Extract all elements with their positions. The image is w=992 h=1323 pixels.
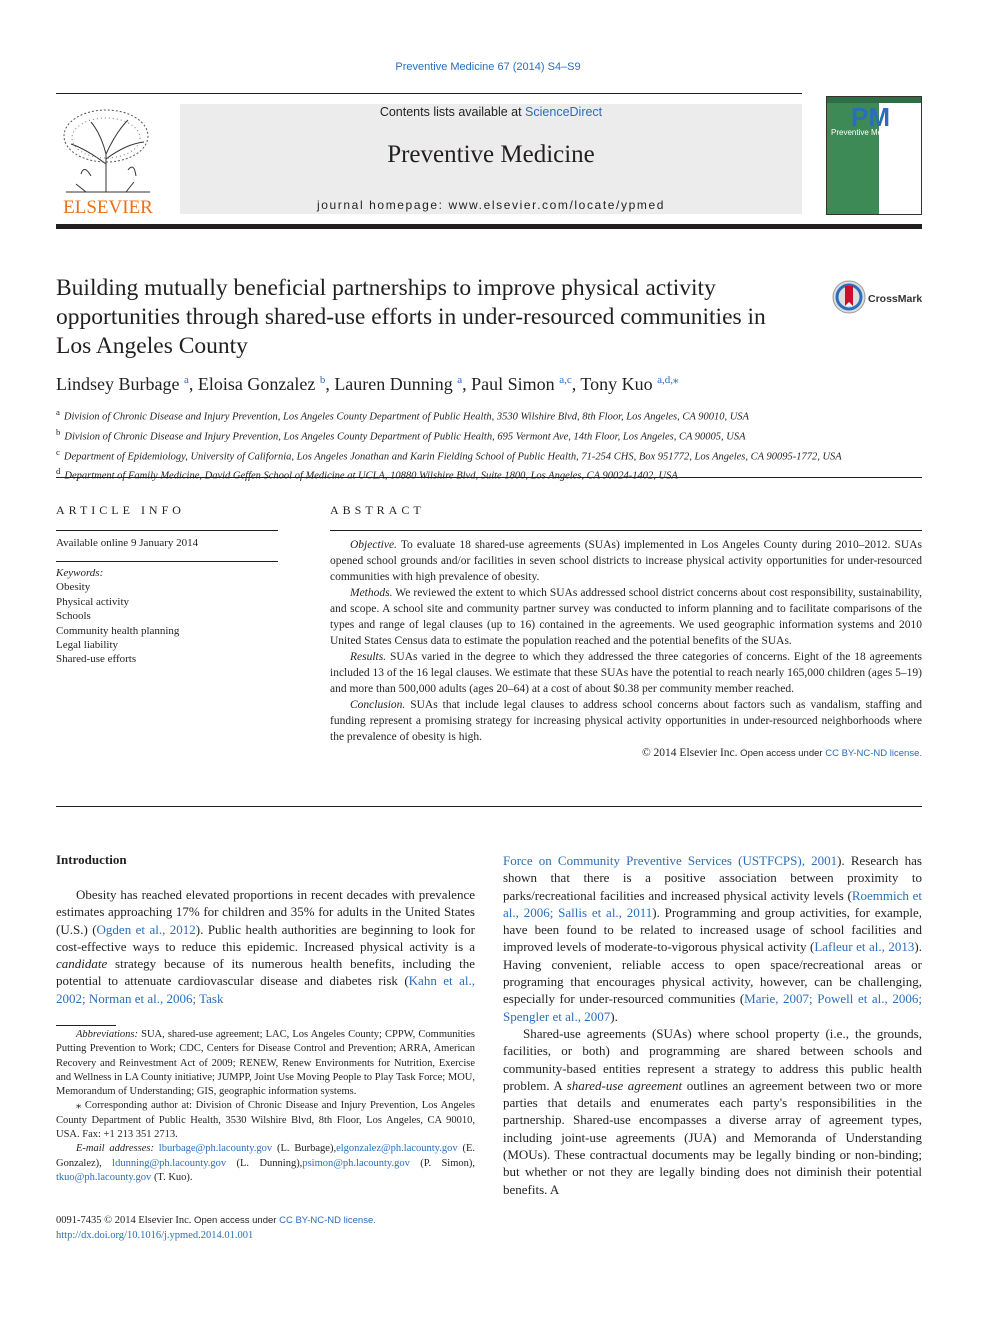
citation-link[interactable]: Kahn et al., 2002; Norman et al., 2006; Task xyxy=(56,973,475,1006)
email-owner: (L. Dunning), xyxy=(226,1157,303,1169)
abstract-paragraphs xyxy=(330,537,922,745)
citation-link[interactable]: Ogden et al., 2012 xyxy=(96,921,196,937)
affiliation-text: Division of Chronic Disease and Injury Prevention, Los Angeles County Department of Public Health, 695 Vermont Ave, 14th Floor, Los Angeles, CA 90005, USA xyxy=(64,431,746,443)
abbreviations-label: Abbreviations: xyxy=(76,1029,139,1040)
abstract-heading: ABSTRACT xyxy=(330,503,425,517)
email-link[interactable]: tkuo@ph.lacounty.gov xyxy=(56,1171,152,1183)
abstract-paragraph xyxy=(330,649,922,697)
issn-line xyxy=(56,1214,476,1229)
affiliation-key: c xyxy=(56,446,60,457)
email-owner: (L. Burbage), xyxy=(272,1143,337,1155)
intro-paragraph-1-cont xyxy=(503,852,922,1025)
journal-reference[interactable]: Preventive Medicine 67 (2014) S4–S9 xyxy=(395,61,581,73)
affiliation-key: a xyxy=(56,407,60,417)
citation-link[interactable]: Roemmich et al., 2006; Sallis et al., 2011 xyxy=(503,887,922,920)
header-thick-rule xyxy=(56,224,922,229)
keyword-item: Obesity xyxy=(56,581,91,594)
abstract-paragraph xyxy=(330,585,922,649)
article-info-heading: ARTICLE INFO xyxy=(56,503,185,517)
text-run: ). Public health authorities are beginning to look for cost-effective ways to reduce this epidemic. Increased physical activity is a xyxy=(56,921,476,954)
body-column-left xyxy=(56,886,475,1007)
author-affiliation-marker[interactable]: b xyxy=(319,374,326,386)
text-run: ). Having convenient, reliable access to open space/recreational areas or programing that encourages physical activity, however, can be challenging, especially for under-resourced communities ( xyxy=(503,939,922,1007)
author-name[interactable]: Lauren Dunning xyxy=(334,374,453,394)
text-run: ). xyxy=(610,1008,618,1024)
contents-prefix: Contents lists available at xyxy=(379,105,526,119)
affiliation-key: b xyxy=(56,426,61,437)
email-footnote xyxy=(56,1142,475,1185)
journal-homepage[interactable]: journal homepage: www.elsevier.com/locate/ypmed xyxy=(316,198,665,212)
citation-link[interactable]: Force on Community Preventive Services (USTFCPS), 2001 xyxy=(503,853,838,868)
keyword-item: Schools xyxy=(56,610,91,623)
author-name[interactable]: Paul Simon xyxy=(471,374,555,394)
header-divider xyxy=(56,93,802,94)
keyword-item: Physical activity xyxy=(56,595,130,608)
citation-link[interactable]: Marie, 2007; Powell et al., 2006; Spengler et al., 2007 xyxy=(503,991,922,1024)
text-run: strategy because of its numerous health benefits, including the potential to attenuate cardiovascular disease and diabetes risk ( xyxy=(56,956,475,989)
author-name[interactable]: Lindsey Burbage xyxy=(56,374,180,394)
footer-open-access: Open access under xyxy=(191,1215,280,1226)
keywords-label: Keywords: xyxy=(56,567,104,579)
emphasis-text: shared-use agreement xyxy=(566,1077,683,1093)
keyword-item: Legal liability xyxy=(56,639,119,652)
abstract-section-label: Methods. xyxy=(350,587,393,599)
email-owner: (E. Gonzalez), xyxy=(56,1143,475,1169)
abstract-section-text: SUAs that include legal clauses to address school concerns about factors such as vandalism, staffing and funding represent a promising strategy for increasing physical activity opportunities in under-resourced neighborhoods where the prevalence of obesity is high. xyxy=(330,699,922,743)
author-name[interactable]: Eloisa Gonzalez xyxy=(197,374,316,394)
sciencedirect-link[interactable]: ScienceDirect xyxy=(525,105,603,119)
abbreviations-footnote xyxy=(56,1028,475,1099)
footer-license-link[interactable]: CC BY-NC-ND license. xyxy=(279,1215,376,1226)
cover-title: Preventive Medicine xyxy=(831,128,904,137)
text-run: ). Research has shown that there is a positive association between proximity to parks/recreational facilities and increased physical activity levels ( xyxy=(503,853,922,903)
crossmark-badge[interactable] xyxy=(832,280,922,316)
license-link[interactable]: CC BY-NC-ND license. xyxy=(825,748,922,759)
text-run: outlines an agreement between two or more parties that details and enumerates each party's responsibilities in the partnership. Shared-use encompasses a diverse array of agreement types, including joint-use agreements (JUA) and Memoranda of Understanding (MOUs). These contractual documents may be legally binding or non-binding; but whether or not they are legally binding does not diminish their potential benefits. A xyxy=(503,1077,923,1197)
affiliation-list xyxy=(56,405,922,484)
abstract-body xyxy=(330,537,922,762)
article-info-rule-mid xyxy=(56,561,278,562)
abstract-rule-top xyxy=(330,530,922,531)
email-link[interactable]: elgonzalez@ph.lacounty.gov xyxy=(336,1143,458,1155)
page-footer xyxy=(56,1214,476,1243)
affiliation-item xyxy=(56,445,922,465)
email-link[interactable]: ldunning@ph.lacounty.gov xyxy=(112,1157,227,1169)
citation-link[interactable]: Lafleur et al., 2013 xyxy=(814,939,915,955)
elsevier-logo xyxy=(56,104,160,216)
affiliation-item xyxy=(56,464,922,484)
author-affiliation-marker[interactable]: a,d,⁎ xyxy=(657,374,679,386)
text-run: Shared-use agreements (SUAs) where school property (i.e., the grounds, facilities, or both) and programming are shared between schools and community-based entities represent a strategy to address this public health problem. A xyxy=(503,1025,922,1093)
corresponding-author-footnote: ⁎ Corresponding author at: Division of Chronic Disease and Injury Prevention, Los Angeles County Department of Public Health, 3530 Wilshire Blvd, 8th Floor, Los Angeles, CA 90010, USA. Fax: +1 213 351 2713. xyxy=(56,1100,475,1141)
crossmark-label: CrossMark xyxy=(868,293,922,305)
footnote-rule xyxy=(56,1025,116,1026)
article-info-rule-top xyxy=(56,530,278,531)
author-separator: , xyxy=(188,374,198,394)
text-run: ). Programming and group activities, for example, have been found to be related to increased usage of school facilities and improved levels of moderate-to-vigorous physical activity ( xyxy=(503,904,922,955)
keywords-block xyxy=(56,566,179,667)
email-label: E-mail addresses: xyxy=(76,1143,154,1155)
author-affiliation-marker[interactable]: a,c xyxy=(559,374,572,386)
journal-cover-image xyxy=(826,96,922,215)
email-link[interactable]: psimon@ph.lacounty.gov xyxy=(302,1157,410,1169)
keyword-item: Shared-use efforts xyxy=(56,653,137,666)
text-run: Obesity has reached elevated proportions in recent decades with prevalence estimates approaching 17% for children and 35% for adults in the United States (U.S.) ( xyxy=(56,887,475,937)
author-separator: , xyxy=(462,374,472,394)
abstract-section-text: SUAs varied in the degree to which they addressed the three categories of concerns. Eight of the 18 agreements included 13 of the 16 legal clauses. We estimate that these SUAs have the potential to reach nearly 165,000 children (ages 5–19) and more than 500,000 adults (ages 20–64) at a cost of about $0.38 per community member reached. xyxy=(330,651,922,695)
cover-initials: PM xyxy=(851,102,890,132)
body-column-right xyxy=(503,852,922,1198)
contents-line xyxy=(180,105,802,119)
issn-text: 0091-7435 © 2014 Elsevier Inc. xyxy=(56,1215,192,1226)
intro-paragraph-2 xyxy=(503,1025,922,1198)
introduction-heading: Introduction xyxy=(56,852,127,867)
abstract-paragraph xyxy=(330,697,922,745)
footnotes xyxy=(56,1028,475,1185)
abbreviations-text: SUA, shared-use agreement; LAC, Los Angeles County; CPPW, Communities Putting Prevention to Work; CDC, Centers for Disease Control and Prevention; ARRA, American Recovery and Reinvestment Act of 2009; RENEW, Renew Environments for Nutrition, Exercise and Wellness in LA County initiative; JUMPP, Joint Use Moving People to Play Task Force; MOU, Memorandum of Understanding; GIS, geographic information systems. xyxy=(56,1029,475,1098)
email-link[interactable]: lburbage@ph.lacounty.gov xyxy=(158,1143,273,1155)
keywords-list xyxy=(56,580,179,666)
abstract-section-text: We reviewed the extent to which SUAs addressed school district concerns about cost responsibility, sustainability, and scope. A school site and community partner survey was conducted to inform planning and to facilitate comparisons of the types and range of legal clauses (up to 16) contained in the agreements. We used geographic information systems and 2010 United States Census data to estimate the population reached and the potential benefits of the SUAs. xyxy=(330,587,922,647)
author-separator: , xyxy=(571,374,581,394)
author-name[interactable]: Tony Kuo xyxy=(580,374,653,394)
affiliation-item xyxy=(56,405,922,425)
author-list xyxy=(56,373,922,395)
affiliation-divider xyxy=(56,477,922,478)
abstract-section-text: To evaluate 18 shared-use agreements (SUAs) implemented in Los Angeles County during 2010–2012. SUAs opened school grounds and/or facilities in seven school districts to increase physical activity opportunities for under-resourced communities with high prevalence of obesity. xyxy=(330,539,922,583)
intro-paragraph-1 xyxy=(56,886,475,1007)
journal-title: Preventive Medicine xyxy=(387,141,595,168)
emphasis-text: candidate xyxy=(56,956,108,972)
doi-link[interactable]: http://dx.doi.org/10.1016/j.ypmed.2014.01.001 xyxy=(56,1229,254,1241)
abstract-section-label: Conclusion. xyxy=(350,699,406,711)
abstract-section-label: Objective. xyxy=(350,539,397,551)
author-affiliation-marker[interactable]: a xyxy=(183,374,189,386)
affiliation-text: Department of Epidemiology, University of California, Los Angeles Jonathan and Karin Fielding School of Public Health, 71-254 CHS, Box 951772, Los Angeles, CA 90095-1772, USA xyxy=(63,451,842,463)
keyword-item: Community health planning xyxy=(56,624,180,637)
available-online-date: Available online 9 January 2014 xyxy=(56,537,199,549)
email-owner: (P. Simon), xyxy=(409,1157,475,1169)
abstract-copyright xyxy=(330,745,922,762)
elsevier-wordmark: ELSEVIER xyxy=(63,197,153,216)
affiliation-item xyxy=(56,425,922,445)
affiliation-text: Division of Chronic Disease and Injury Prevention, Los Angeles County Department of Public Health, 3530 Wilshire Blvd, 8th Floor, Los Angeles, CA 90010, USA xyxy=(63,411,749,423)
author-affiliation-marker[interactable]: a xyxy=(457,374,463,386)
open-access-text: Open access under xyxy=(737,748,826,759)
copyright-text: © 2014 Elsevier Inc. xyxy=(641,747,738,759)
article-title: Building mutually beneficial partnerships to improve physical activity opportunities through shared-use efforts in under-resourced communities in Los Angeles County xyxy=(56,275,766,359)
abstract-rule-bottom xyxy=(56,806,922,807)
abstract-section-label: Results. xyxy=(350,651,387,663)
author-separator: , xyxy=(325,374,335,394)
affiliation-key: d xyxy=(56,466,61,477)
abstract-paragraph xyxy=(330,537,922,585)
email-owner: (T. Kuo). xyxy=(151,1171,193,1183)
